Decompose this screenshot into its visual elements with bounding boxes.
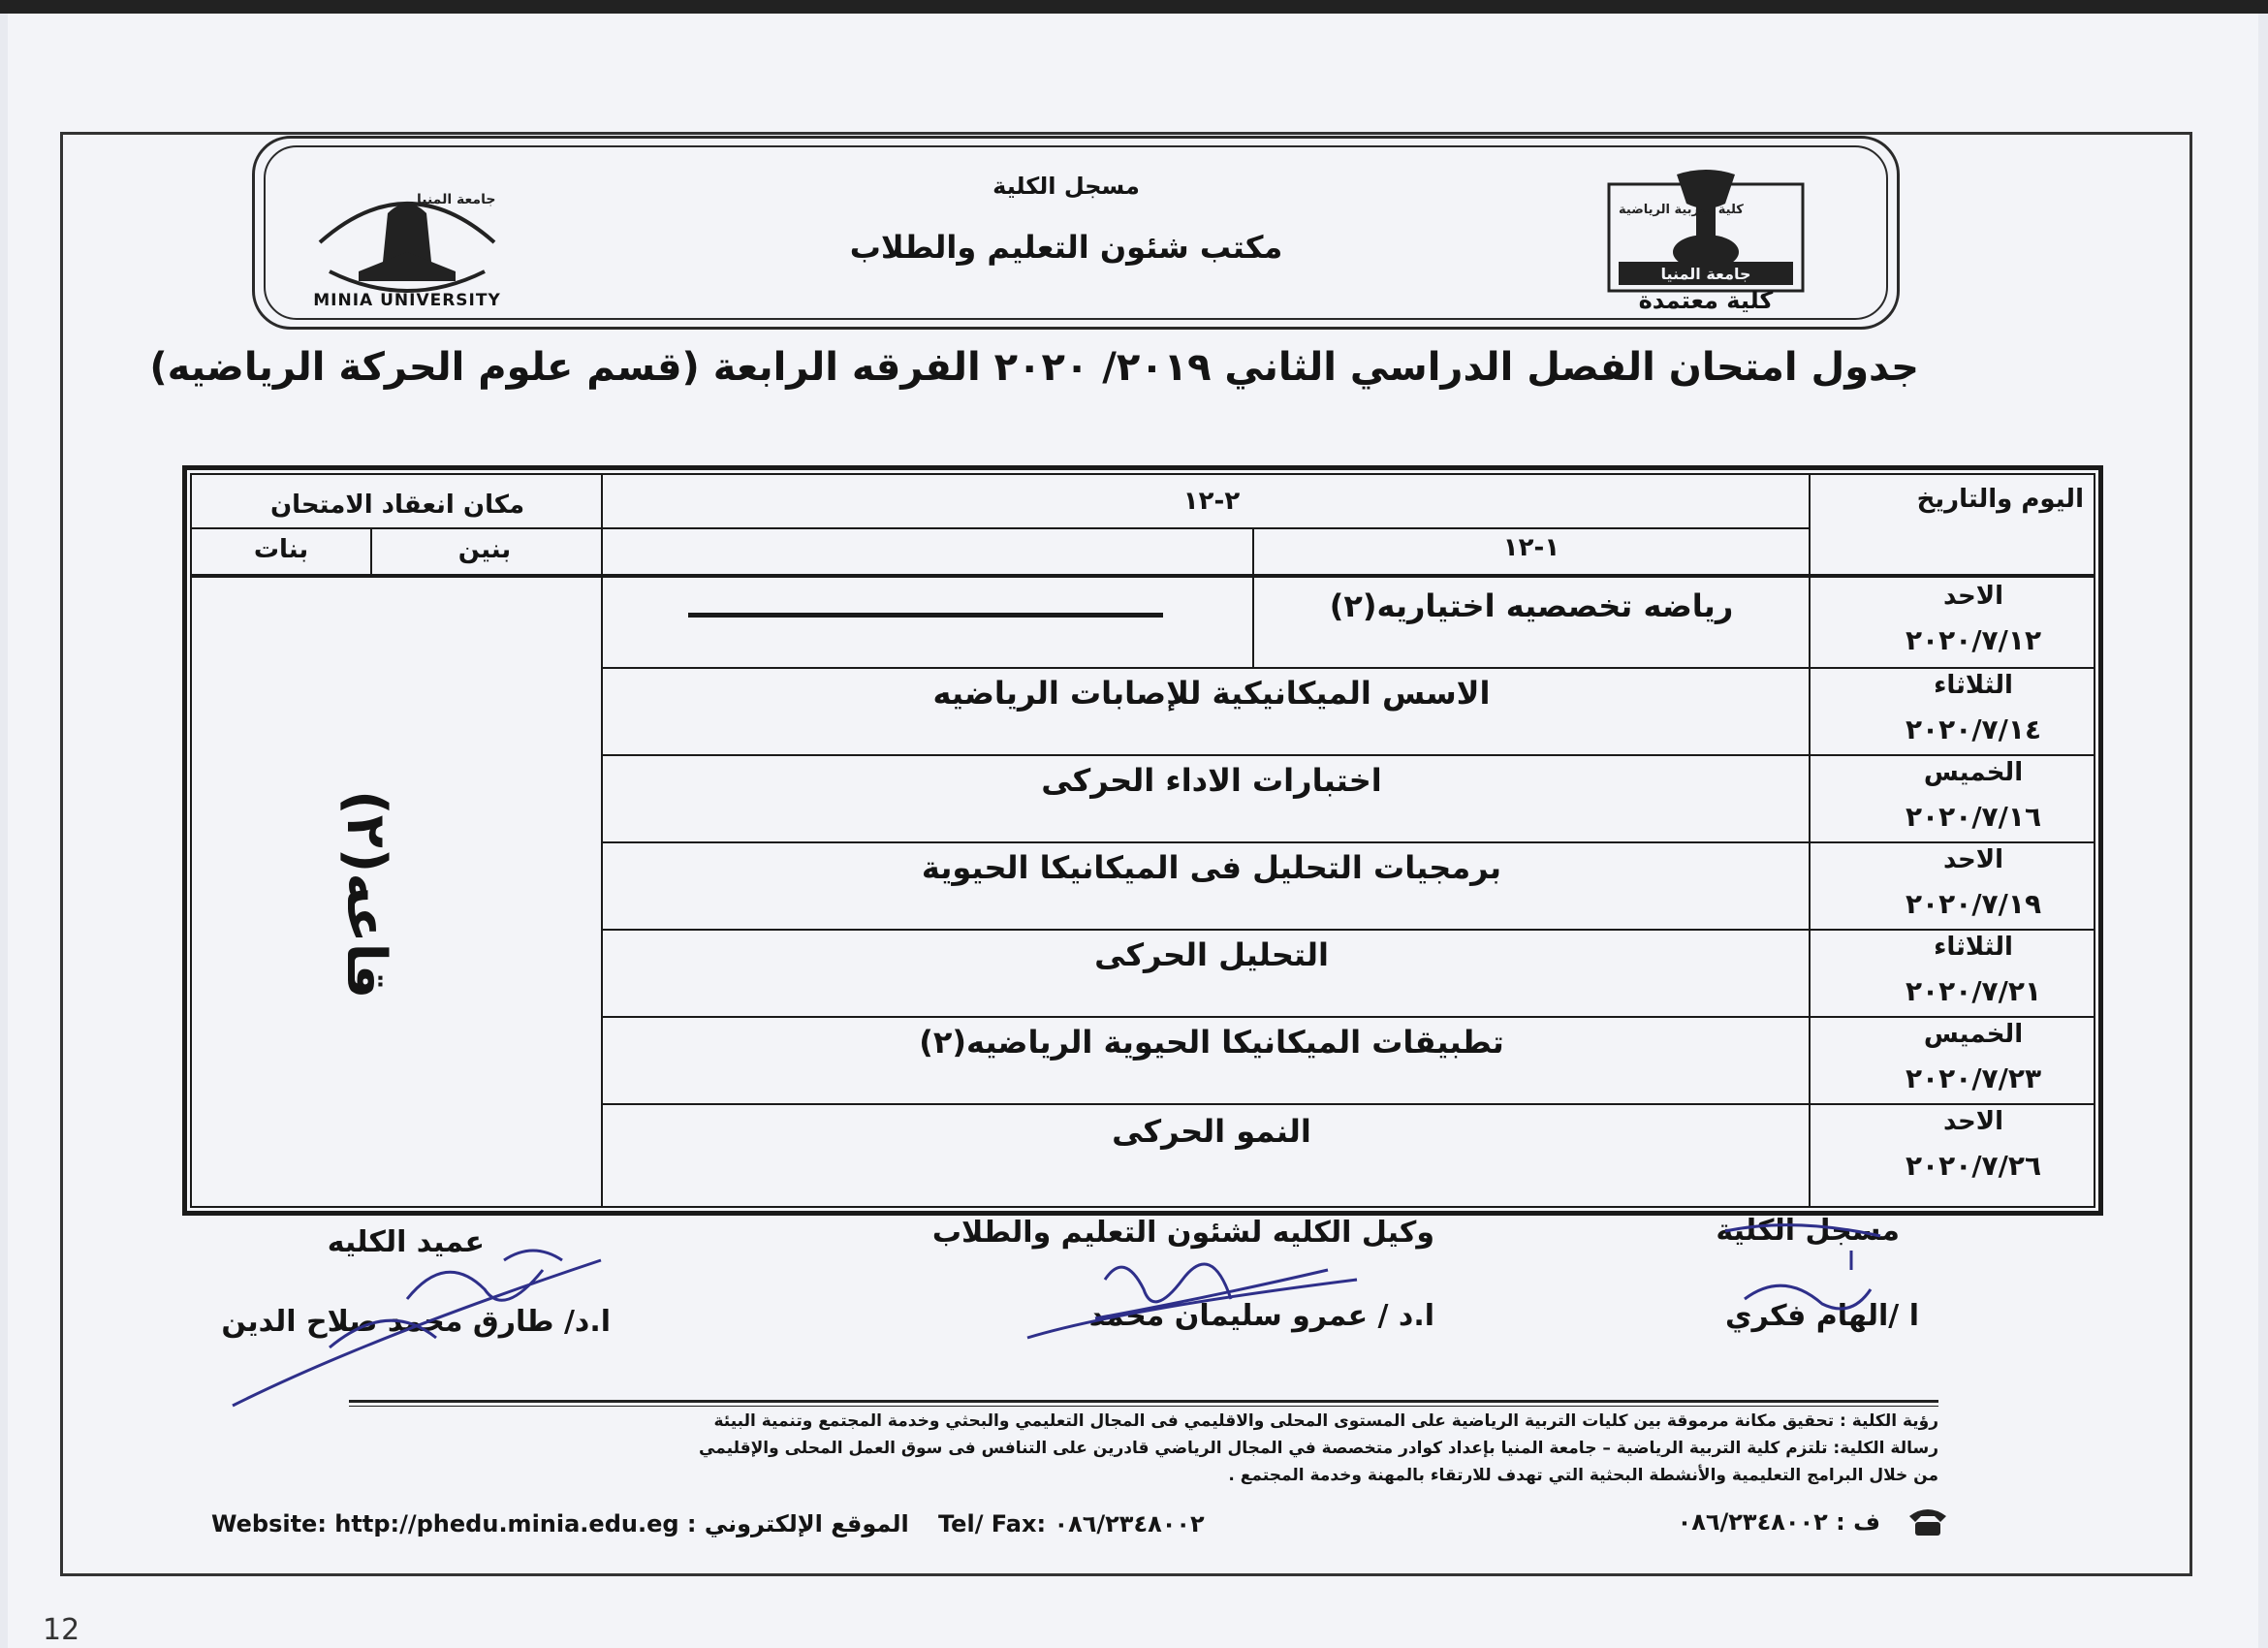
table-header-divider [190,527,1811,529]
footer-mission-line1: رسالة الكلية: تلتزم كلية التربية الرياضية – جامعة المنيا بإعداد كوادر متخصصة في المجال الرياضي قادرين على التنافس فى سوق العمل المحلى والإقليمي [699,1439,1938,1458]
row-divider [603,754,2095,756]
footer-divider-thin [349,1406,1938,1407]
col-divider-gender [370,527,372,576]
signature-vice-dean-name: ا.د / عمرو سليمان محمد [1088,1299,1434,1333]
col-header-slot-1: ١-١٢ [1502,533,1560,562]
dean-handwritten-signature-icon [213,1241,620,1415]
university-logo-icon [291,174,523,310]
signature-registrar-title: مسجل الكلية [1716,1214,1900,1248]
telephone-icon [1906,1505,1950,1537]
col-divider-day [1809,473,1811,1208]
page-title: جدول امتحان الفصل الدراسي الثاني ٢٠١٩/ ٢٠٢٠ الفرقه الرابعة (قسم علوم الحركة الرياضيه) [149,345,1919,390]
row-divider [603,929,2095,931]
header-registrar-label: مسجل الكلية [992,173,1140,200]
vice-dean-handwritten-signature-icon [1008,1231,1376,1357]
page-number: 12 [43,1613,80,1647]
row-divider [603,667,2095,669]
row-subject: الاسس الميكانيكية للإصابات الرياضيه [932,675,1491,712]
col-divider-slot [1252,527,1254,667]
faculty-logo-banner: جامعة المنيا [1660,265,1751,283]
row-subject: تطبيقات الميكانيكا الحيوية الرياضيه(٢) [919,1024,1504,1061]
row-date: ٢٠٢٠/٧/١٦ [1905,801,2042,833]
university-logo-text: جامعة المنيا [417,192,496,207]
empty-slot-dash [688,613,1163,618]
col-header-slot-2: ٢-١٢ [1182,487,1241,516]
row-date: ٢٠٢٠/٧/١٤ [1905,713,2042,745]
signature-registrar-name: ا /الهام فكري [1725,1299,1919,1333]
footer-mission-line2: من خلال البرامج التعليمية والأنشطة البحثية التي تهدف للارتقاء بالمهنة وخدمة المجتمع . [1228,1466,1938,1485]
col-divider-location [601,473,603,1208]
row-day: الخميس [1923,1020,2024,1049]
footer-vision: رؤية الكلية : تحقيق مكانة مرموقة بين كليات التربية الرياضية على المستوى المحلى والاقليمي فى المجال التعليمي والبحثي وخدمة المجتمع وتنمية البيئة [713,1411,1938,1431]
signature-vice-dean-title: وكيل الكليه لشئون التعليم والطلاب [931,1216,1434,1250]
row-divider [603,1016,2095,1018]
row-subject: برمجيات التحليل فى الميكانيكا الحيوية [921,849,1502,886]
faculty-logo-text: كلية التربية الرياضية [1619,203,1744,217]
row-date: ٢٠٢٠/٧/١٢ [1905,624,2042,656]
col-header-day-date: اليوم والتاريخ [1916,485,2084,514]
signature-dean-title: عميد الكليه [327,1225,485,1259]
row-day: الاحد [1942,1107,2004,1136]
row-date: ٢٠٢٠/٧/١٩ [1905,888,2042,920]
row-day: الثلاثاء [1934,933,2013,962]
row-date: ٢٠٢٠/٧/٢١ [1905,975,2042,1007]
col-header-girls: بنات [253,535,309,564]
footer-website: Website: http://phedu.minia.edu.eg : الموقع الإلكتروني [211,1510,909,1537]
col-header-location: مكان انعقاد الامتحان [269,491,525,520]
accredited-label: كلية معتمدة [1638,287,1774,314]
scan-top-edge [0,0,2268,14]
row-day: الثلاثاء [1934,671,2013,700]
row-date: ٢٠٢٠/٧/٢٦ [1905,1150,2042,1182]
row-subject: النمو الحركى [1112,1113,1311,1150]
footer-phone: ف : ٠٨٦/٢٣٤٨٠٠٢ [1677,1508,1880,1536]
signature-dean-name: ا.د/ طارق محمد صلاح الدين [221,1305,611,1339]
row-divider [603,1103,2095,1105]
registrar-handwritten-signature-icon [1706,1212,1900,1328]
row-subject: التحليل الحركى [1094,936,1329,973]
university-name-label: MINIA UNIVERSITY [313,291,501,310]
row-day: الاحد [1942,845,2004,874]
row-divider [603,841,2095,843]
col-header-boys: بنين [457,535,512,564]
footer-divider [349,1400,1938,1403]
row-subject: رياضه تخصصيه اختياريه(٢) [1329,587,1734,624]
row-day: الاحد [1942,582,2004,611]
exam-hall-label: قاعه(٢) [334,789,397,998]
row-subject: اختبارات الاداء الحركى [1041,762,1382,799]
footer-telfax: Tel/ Fax: ٠٨٦/٢٣٤٨٠٠٢ [938,1510,1205,1537]
row-day: الخميس [1923,758,2024,787]
header-office-label: مكتب شئون التعليم والطلاب [849,229,1283,266]
row-date: ٢٠٢٠/٧/٢٣ [1905,1062,2042,1094]
